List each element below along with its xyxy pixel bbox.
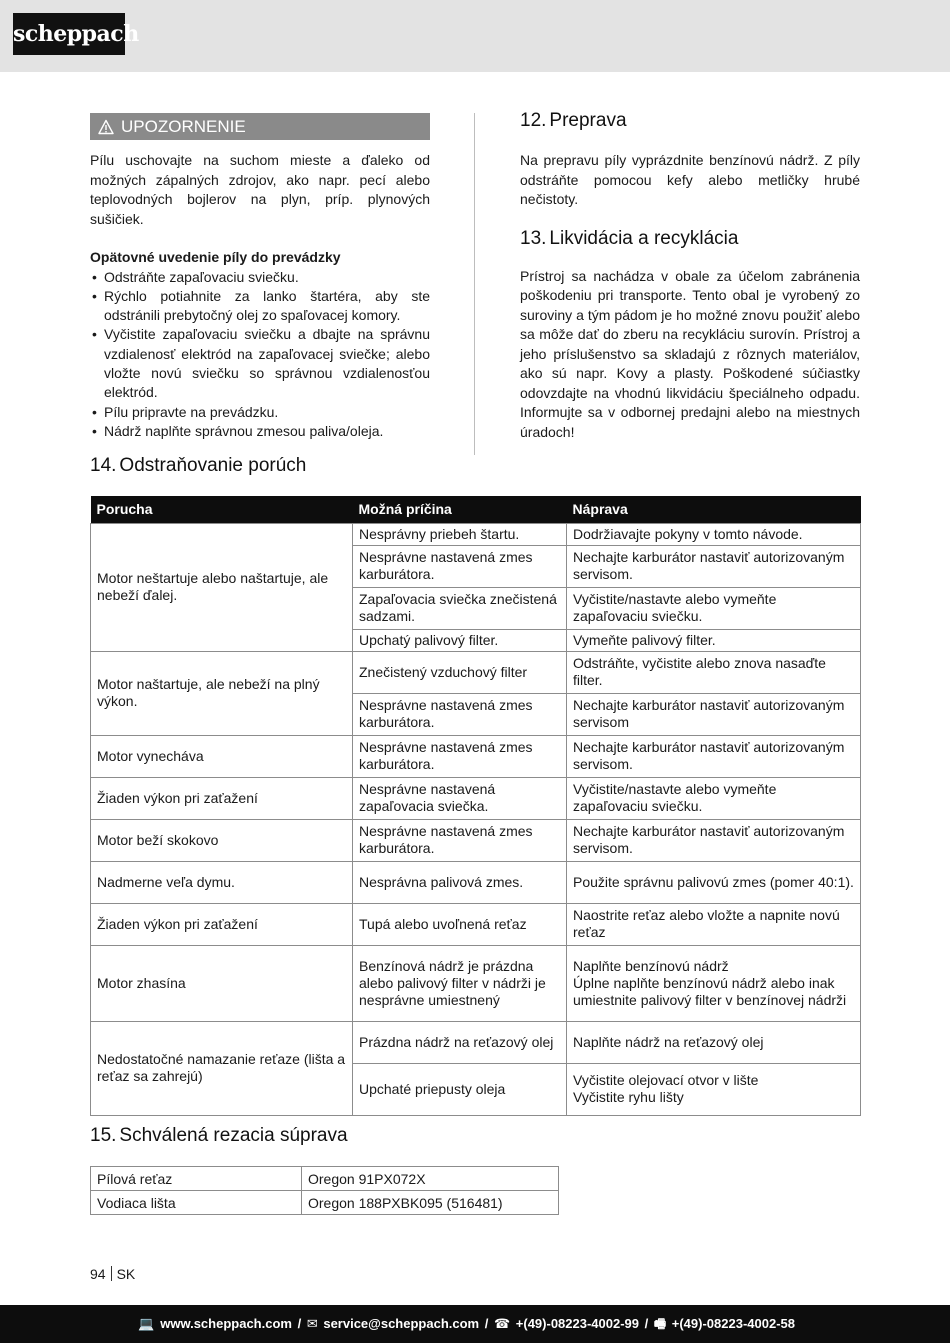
list-item: • Vyčistite zapaľovaciu sviečku a dbajte na správnu vzdialenosť elektród na zapaľovacej sviečke; alebo vložte novú sviečku so správnou vzdialenosťou elektród. — [90, 325, 430, 402]
footer-fax: +(49)-08223-4002-58 — [671, 1316, 795, 1331]
section-number: 15. — [90, 1125, 117, 1146]
table-row — [91, 945, 861, 1021]
section-title-text: Odstraňovanie porúch — [119, 455, 307, 476]
section-number: 14. — [90, 455, 117, 476]
cause-cell: Zapaľovacia sviečka znečistená sadzami. — [353, 587, 567, 629]
table-header-row — [91, 496, 861, 523]
cause-cell: Tupá alebo uvoľnená reťaz — [353, 903, 567, 945]
fault-cell: Žiaden výkon pri zaťažení — [91, 903, 353, 945]
column-header: Porucha — [91, 496, 353, 523]
cause-cell: Upchaté priepusty oleja — [353, 1063, 567, 1115]
remedy-cell: Naplňte benzínovú nádrž Úplne naplňte benzínovú nádrž alebo inak umiestnite palivový filter v benzínovej nádrži — [567, 945, 861, 1021]
restart-heading: Opätovné uvedenie píly do prevádzky — [90, 249, 341, 265]
footer-phone: +(49)-08223-4002-99 — [515, 1316, 640, 1331]
fax-icon: 🖷 — [653, 1316, 667, 1331]
section-number: 12. — [520, 110, 547, 131]
section-title-text: Schválená rezacia súprava — [119, 1125, 348, 1146]
remedy-cell: Naplňte nádrž na reťazový olej — [567, 1021, 861, 1063]
section-13-title — [520, 226, 860, 252]
fault-cell: Žiaden výkon pri zaťažení — [91, 777, 353, 819]
section-15-title — [90, 1123, 348, 1149]
column-header: Možná príčina — [353, 496, 567, 523]
remedy-cell: Dodržiavajte pokyny v tomto návode. — [567, 523, 861, 545]
table-row — [91, 1191, 559, 1215]
section-title-text: Likvidácia a recyklácia — [549, 227, 739, 249]
footer-bar — [0, 1305, 950, 1343]
table-row — [91, 819, 861, 861]
remedy-cell: Nechajte karburátor nastaviť autorizovaným servisom. — [567, 819, 861, 861]
cause-cell: Upchatý palivový filter. — [353, 629, 567, 651]
footer-separator: / — [641, 1316, 652, 1331]
cause-cell: Nesprávne nastavená zmes karburátora. — [353, 735, 567, 777]
table-row — [91, 651, 861, 693]
header-band — [0, 0, 950, 72]
brand-logo: scheppach — [13, 13, 125, 55]
fault-cell: Motor vynecháva — [91, 735, 353, 777]
table-cell-value: Oregon 188PXBK095 (516481) — [302, 1191, 559, 1215]
column-divider — [474, 113, 475, 455]
warning-banner — [90, 113, 430, 140]
page-number-value: 94 — [90, 1266, 106, 1282]
cause-cell: Nesprávne nastavená zmes karburátora. — [353, 819, 567, 861]
table-cell-label: Vodiaca lišta — [91, 1191, 302, 1215]
table-cell-label: Pílová reťaz — [91, 1167, 302, 1191]
footer-email[interactable]: service@scheppach.com — [323, 1316, 480, 1331]
warning-text: Pílu uschovajte na suchom mieste a ďaleko od možných zápalných zdrojov, ako napr. pecí alebo teplovodných bojlerov na plyn, príp. plynových sušičiek. — [90, 152, 430, 227]
cause-cell: Benzínová nádrž je prázdna alebo palivový filter v nádrži je nesprávne umiestnený — [353, 945, 567, 1021]
remedy-cell: Nechajte karburátor nastaviť autorizovaným servisom. — [567, 545, 861, 587]
list-item: • Odstráňte zapaľovaciu sviečku. — [90, 268, 430, 287]
section-14-title — [90, 453, 306, 479]
cause-cell: Znečistený vzduchový filter — [353, 651, 567, 693]
cause-cell: Prázdna nádrž na reťazový olej — [353, 1021, 567, 1063]
table-row — [91, 777, 861, 819]
page-number — [90, 1265, 135, 1283]
remedy-cell: Použite správnu palivovú zmes (pomer 40:1). — [567, 861, 861, 903]
remedy-cell: Nechajte karburátor nastaviť autorizovaným servisom. — [567, 735, 861, 777]
fault-cell: Motor beží skokovo — [91, 819, 353, 861]
table-body — [91, 523, 861, 1115]
page-separator — [111, 1266, 112, 1281]
section-number: 13. — [520, 227, 547, 249]
cause-cell: Nesprávna palivová zmes. — [353, 861, 567, 903]
remedy-cell: Vymeňte palivový filter. — [567, 629, 861, 651]
fault-cell: Motor neštartuje alebo naštartuje, ale nebeží ďalej. — [91, 523, 353, 651]
list-item: • Pílu pripravte na prevádzku. — [90, 403, 430, 422]
warning-title: UPOZORNENIE — [121, 117, 246, 136]
table-row — [91, 1021, 861, 1063]
page-language: SK — [116, 1266, 136, 1282]
remedy-cell: Vyčistite/nastavte alebo vymeňte zapaľovaciu sviečku. — [567, 777, 861, 819]
cutting-set-table — [90, 1166, 559, 1215]
cause-cell: Nesprávny priebeh štartu. — [353, 523, 567, 545]
section-12-text: Na prepravu píly vyprázdnite benzínovú nádrž. Z píly odstráňte pomocou kefy alebo metličky hrubé nečistoty. — [520, 152, 860, 207]
footer-contacts — [137, 1315, 796, 1337]
table-row — [91, 903, 861, 945]
remedy-cell: Odstráňte, vyčistite alebo znova nasaďte filter. — [567, 651, 861, 693]
warning-triangle-icon — [98, 119, 114, 135]
table-row — [91, 735, 861, 777]
remedy-cell: Naostrite reťaz alebo vložte a napnite novú reťaz — [567, 903, 861, 945]
table-row — [91, 523, 861, 545]
table-row — [91, 1167, 559, 1191]
fault-cell: Motor zhasína — [91, 945, 353, 1021]
remedy-cell: Vyčistite/nastavte alebo vymeňte zapaľovaciu sviečku. — [567, 587, 861, 629]
section-13-text: Prístroj sa nachádza v obale za účelom zabránenia poškodeniu pri transporte. Tento obal je vyrobený zo suroviny a tým pádom je ho možné znovu použiť alebo sa môže dať do zberu na recykláciu surovín. Prístroj a jeho príslušenstvo sa skladajú z rôznych materiálov, ako sú napr. Kovy a plasty. Poškodené súčiastky odovzdajte na vhodnú likvidáciu špeciálneho odpadu. Informujte sa v odbornej predajni alebo na miestnych úradoch! — [520, 267, 860, 440]
left-column — [90, 113, 430, 441]
right-column — [520, 108, 860, 442]
fault-cell: Nadmerne veľa dymu. — [91, 861, 353, 903]
restart-list — [90, 268, 430, 442]
remedy-cell: Vyčistite olejovací otvor v lište Vyčistite ryhu lišty — [567, 1063, 861, 1115]
list-item: • Rýchlo potiahnite za lanko štartéra, aby ste odstránili prebytočný olej zo spaľovacej komory. — [90, 287, 430, 326]
list-item: • Nádrž naplňte správnou zmesou paliva/oleja. — [90, 422, 430, 441]
fault-cell: Nedostatočné namazanie reťaze (lišta a reťaz sa zahrejú) — [91, 1021, 353, 1115]
table-row — [91, 861, 861, 903]
footer-separator: / — [481, 1316, 492, 1331]
phone-icon: ☎ — [493, 1316, 511, 1331]
troubleshooting-table — [90, 496, 861, 1116]
section-12-title — [520, 108, 860, 134]
section-title-text: Preprava — [549, 110, 627, 131]
cause-cell: Nesprávne nastavená zmes karburátora. — [353, 545, 567, 587]
table-cell-value: Oregon 91PX072X — [302, 1167, 559, 1191]
cause-cell: Nesprávne nastavená zapaľovacia sviečka. — [353, 777, 567, 819]
computer-icon: 💻 — [138, 1316, 155, 1331]
remedy-cell: Nechajte karburátor nastaviť autorizovaným servisom — [567, 693, 861, 735]
column-header: Náprava — [567, 496, 861, 523]
cause-cell: Nesprávne nastavená zmes karburátora. — [353, 693, 567, 735]
fault-cell: Motor naštartuje, ale nebeží na plný výkon. — [91, 651, 353, 735]
footer-website[interactable]: www.scheppach.com — [160, 1316, 292, 1331]
envelope-icon: ✉ — [306, 1316, 318, 1331]
footer-separator: / — [293, 1316, 305, 1331]
